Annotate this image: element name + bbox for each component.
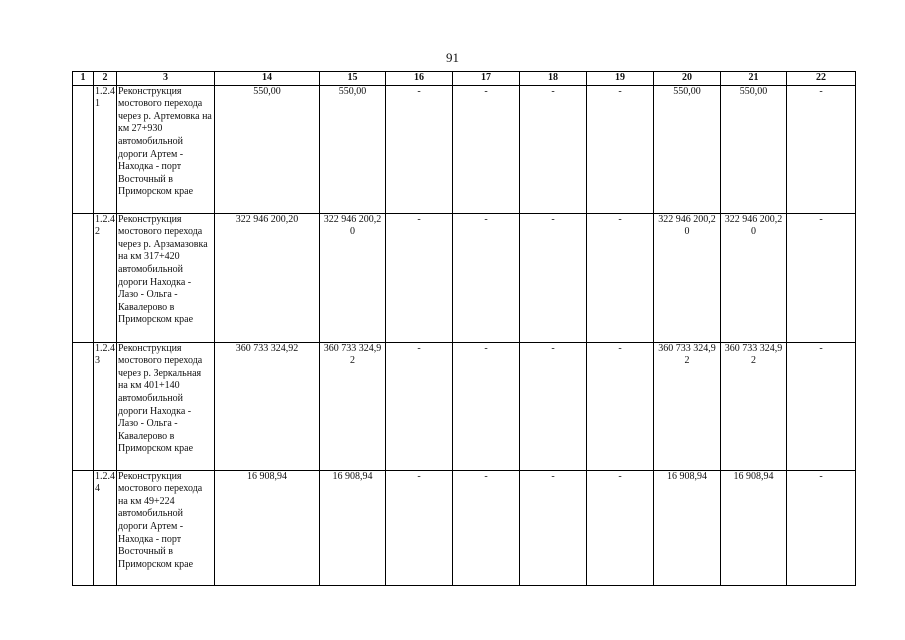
column-header: 21 [721, 72, 787, 86]
column-header: 15 [320, 72, 386, 86]
column-header: 22 [787, 72, 856, 86]
cell-col-14: 360 733 324,92 [215, 342, 320, 470]
cell-col-18: - [520, 342, 587, 470]
cell-col-22: - [787, 213, 856, 342]
table-row [73, 342, 856, 470]
cell-col-16: - [386, 470, 453, 585]
column-header: 16 [386, 72, 453, 86]
cell-name: Реконструкция мостового перехода через р. Артемовка на км 27+930 автомобильной дороги Артем - Находка - порт Восточный в Приморском крае [117, 85, 215, 213]
table-row [73, 85, 856, 213]
cell-col-1 [73, 85, 94, 213]
cell-col-18: - [520, 470, 587, 585]
column-header: 19 [587, 72, 654, 86]
cell-col-21: 360 733 324,9 2 [721, 342, 787, 470]
cell-col-1 [73, 213, 94, 342]
cell-col-19: - [587, 85, 654, 213]
cell-col-20: 550,00 [654, 85, 721, 213]
table-row [73, 470, 856, 585]
column-header: 3 [117, 72, 215, 86]
cell-col-20: 16 908,94 [654, 470, 721, 585]
cell-col-14: 322 946 200,20 [215, 213, 320, 342]
cell-col-16: - [386, 85, 453, 213]
cell-col-16: - [386, 342, 453, 470]
cell-col-17: - [453, 85, 520, 213]
cell-col-15: 16 908,94 [320, 470, 386, 585]
cell-col-14: 550,00 [215, 85, 320, 213]
column-header: 2 [94, 72, 117, 86]
cell-code: 1.2.4 4 [94, 470, 117, 585]
column-header: 20 [654, 72, 721, 86]
header-row [73, 72, 856, 86]
cell-col-22: - [787, 470, 856, 585]
budget-table [72, 71, 856, 586]
cell-col-14: 16 908,94 [215, 470, 320, 585]
cell-col-20: 360 733 324,9 2 [654, 342, 721, 470]
cell-col-15: 360 733 324,9 2 [320, 342, 386, 470]
cell-col-22: - [787, 342, 856, 470]
cell-col-16: - [386, 213, 453, 342]
cell-col-22: - [787, 85, 856, 213]
cell-col-15: 550,00 [320, 85, 386, 213]
column-header: 18 [520, 72, 587, 86]
column-header: 14 [215, 72, 320, 86]
cell-col-15: 322 946 200,2 0 [320, 213, 386, 342]
cell-col-19: - [587, 213, 654, 342]
cell-col-1 [73, 470, 94, 585]
cell-col-17: - [453, 470, 520, 585]
cell-col-18: - [520, 213, 587, 342]
cell-code: 1.2.4 2 [94, 213, 117, 342]
cell-col-17: - [453, 213, 520, 342]
cell-col-19: - [587, 470, 654, 585]
cell-col-18: - [520, 85, 587, 213]
cell-col-21: 16 908,94 [721, 470, 787, 585]
column-header: 17 [453, 72, 520, 86]
cell-name: Реконструкция мостового перехода на км 49+224 автомобильной дороги Артем - Находка - порт Восточный в Приморском крае [117, 470, 215, 585]
cell-col-17: - [453, 342, 520, 470]
cell-col-21: 550,00 [721, 85, 787, 213]
cell-name: Реконструкция мостового перехода через р. Зеркальная на км 401+140 автомобильной дороги Находка - Лазо - Ольга - Кавалерово в Приморском крае [117, 342, 215, 470]
column-header: 1 [73, 72, 94, 86]
cell-col-1 [73, 342, 94, 470]
cell-col-19: - [587, 342, 654, 470]
cell-code: 1.2.4 3 [94, 342, 117, 470]
page-number: 91 [446, 50, 459, 65]
cell-name: Реконструкция мостового перехода через р. Арзамазовка на км 317+420 автомобильной дороги Находка - Лазо - Ольга - Кавалерово в Приморском крае [117, 213, 215, 342]
cell-col-20: 322 946 200,2 0 [654, 213, 721, 342]
table-row [73, 213, 856, 342]
cell-col-21: 322 946 200,2 0 [721, 213, 787, 342]
cell-code: 1.2.4 1 [94, 85, 117, 213]
